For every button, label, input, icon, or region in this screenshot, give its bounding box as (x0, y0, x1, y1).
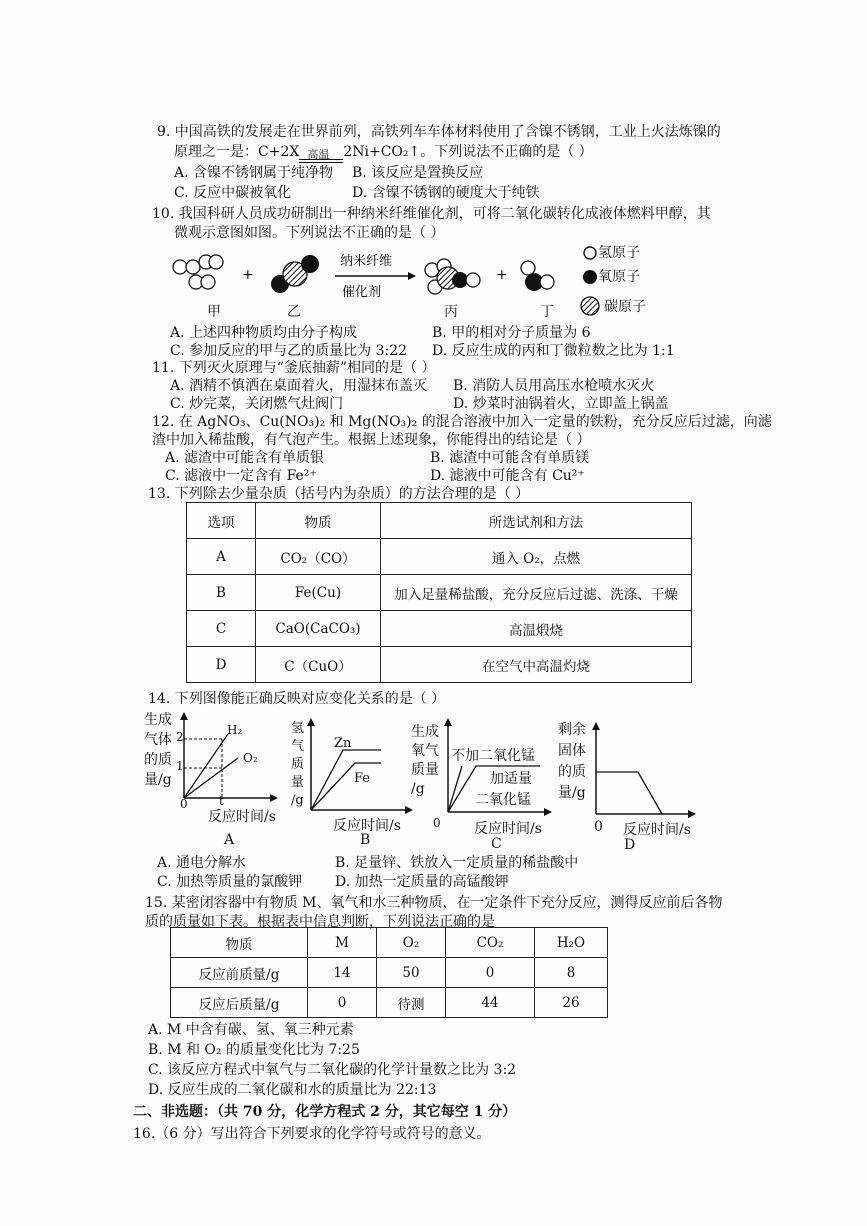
graph-b-fe-label: Fe (354, 771, 371, 786)
q9-stem-line1: 9. 中国高铁的发展走在世界前列，高铁列车车体材料使用了含镍不锈钢，工业上火法炼镍的 (157, 124, 721, 140)
q11-option-d: D. 炒菜时油锅着火，立即盖上锅盖 (453, 396, 669, 412)
q12-stem-line1: 12. 在 AgNO₃、Cu(NO₃)₂ 和 Mg(NO₃)₂ 的混合溶液中加入一定量的铁粉，充分反应后过滤，向滤 (152, 414, 772, 430)
table-cell: D (187, 647, 256, 683)
graph-c-label-mno2-line1: 加适量 (490, 771, 532, 787)
q11-option-a: A. 酒精不慎洒在桌面着火，用湿抹布盖灭 (170, 378, 428, 394)
q10-stem-line1: 10. 我国科研人员成功研制出一种纳米纤维催化剂，可将二氧化碳转化成液体燃料甲醇，其 (152, 206, 711, 222)
table-cell: 14 (308, 958, 377, 988)
graph-a-o2-label: O₂ (243, 751, 258, 765)
graph-d-ylabel: 剩余 固体 的质 量/g (558, 722, 586, 801)
plus-2: + (496, 267, 508, 283)
table-cell: 加入足量稀盐酸，充分反应后过滤、洗涤、干燥 (381, 575, 692, 611)
graph-a-tick-2: 2 (176, 730, 184, 744)
header-cell: CO₂ (446, 928, 535, 958)
q9-option-b: B. 该反应是置换反应 (352, 165, 484, 181)
ding-molecule (521, 261, 554, 291)
q16-stem: 16.（6 分）写出符合下列要求的化学符号或符号的意义。 (133, 1126, 491, 1142)
legend (581, 247, 599, 315)
table-cell: 待测 (377, 988, 446, 1018)
label-bing: 丙 (444, 304, 458, 320)
table-cell: 50 (377, 958, 446, 988)
q15-option-d: D. 反应生成的二氧化碳和水的质量比为 22:13 (148, 1082, 437, 1098)
table-row (187, 647, 692, 683)
graph-a-tick-0: 0 (180, 797, 188, 811)
graph-b-xlabel: 反应时间/s (333, 818, 401, 834)
q12-option-b: B. 滤渣中可能含有单质镁 (430, 450, 590, 466)
table-cell: 8 (535, 958, 608, 988)
table-cell: 反应后质量/g (171, 988, 308, 1018)
graph-d-letter: D (624, 837, 636, 853)
graph-c-letter: C (491, 836, 502, 852)
q9-equation-left: 原理之一是：C+2X (174, 144, 300, 160)
table-row (171, 958, 608, 988)
q12-option-c: C. 滤液中一定含有 Fe²⁺ (165, 468, 317, 484)
legend-o-label: 氧原子 (598, 269, 640, 285)
q14-option-c: C. 加热等质量的氯酸钾 (157, 874, 303, 890)
q14-option-a: A. 通电分解水 (157, 855, 247, 871)
table-cell: 0 (308, 988, 377, 1018)
table-cell: 通入 O₂，点燃 (381, 539, 692, 575)
q10-stem-line2: 微观示意图如图。下列说法不正确的是（ ） (174, 225, 445, 241)
q14-option-b: B. 足量锌、铁放入一定质量的稀盐酸中 (335, 855, 579, 871)
graph-b-zn-label: Zn (334, 736, 352, 751)
table-cell: 高温煅烧 (381, 611, 692, 647)
graph-c-ylabel: 生成 氧气 质量 /g (411, 724, 439, 797)
q9-equation-right: 2Ni+CO₂↑。下列说法不正确的是（ ） (343, 144, 593, 160)
table-cell: B (187, 575, 256, 611)
table-cell: C（CuO） (256, 647, 381, 683)
table-cell: 反应前质量/g (171, 958, 308, 988)
header-cell: O₂ (377, 928, 446, 958)
arrow-label-top: 纳米纤维 (340, 254, 393, 269)
table-cell: 44 (446, 988, 535, 1018)
table-cell: CaO(CaCO₃) (256, 611, 381, 647)
q9-option-a: A. 含镍不锈钢属于纯净物 (174, 165, 334, 181)
graph-c-label-mno2-line2: 二氧化锰 (475, 792, 531, 808)
bing-molecule (425, 259, 480, 294)
plus-1: + (242, 267, 254, 283)
q11-option-c: C. 炒完菜，关闭燃气灶阀门 (170, 396, 344, 412)
q12-option-a: A. 滤渣中可能含有单质银 (165, 450, 325, 466)
q15-stem-line2: 质的质量如下表。根据表中信息判断，下列说法正确的是 (145, 914, 495, 930)
q9-reaction-condition: 高温 (307, 148, 330, 161)
table-cell: Fe(Cu) (256, 575, 381, 611)
graph-b-plot (305, 718, 415, 818)
table-row (187, 539, 692, 575)
q15-table (170, 927, 608, 1018)
q15-option-c: C. 该反应方程式中氧气与二氧化碳的化学计量数之比为 3:2 (148, 1062, 517, 1078)
table-cell: 在空气中高温灼烧 (381, 647, 692, 683)
table-cell: 26 (535, 988, 608, 1018)
q15-option-b: B. M 和 O₂ 的质量变化比为 7:25 (148, 1042, 360, 1058)
table-row (171, 988, 608, 1018)
table-cell: CO₂（CO） (256, 539, 381, 575)
table-header-row (171, 928, 608, 958)
header-cell: H₂O (535, 928, 608, 958)
q15-option-a: A. M 中含有碳、氢、氧三种元素 (148, 1022, 354, 1038)
q11-stem: 11. 下列灭火原理与“釜底抽薪”相同的是（ ） (152, 360, 436, 376)
graph-a-h2-label: H₂ (227, 723, 243, 737)
q13-table (186, 502, 692, 683)
graph-d-origin: 0 (594, 819, 603, 835)
graph-d-xlabel: 反应时间/s (623, 822, 691, 838)
q10-option-c: C. 参加反应的甲与乙的质量比为 3:22 (170, 343, 408, 359)
q9-option-d: D. 含镍不锈钢的硬度大于纯铁 (352, 185, 540, 201)
q12-stem-line2: 渣中加入稀盐酸，有气泡产生。根据上述现象，你能得出的结论是（ ） (152, 432, 591, 448)
table-cell: C (187, 611, 256, 647)
graph-a-xlabel: 反应时间/s (208, 809, 276, 825)
q13-stem: 13. 下列除去少量杂质（括号内为杂质）的方法合理的是（ ） (148, 486, 530, 502)
q12-option-d: D. 滤液中可能含有 Cu²⁺ (430, 468, 585, 484)
table-row (187, 611, 692, 647)
q10-option-b: B. 甲的相对分子质量为 6 (432, 325, 591, 341)
legend-h-label: 氢原子 (598, 245, 640, 261)
table-cell: A (187, 539, 256, 575)
graph-a-tick-t: t (219, 794, 224, 808)
q11-option-b: B. 消防人员用高压水枪喷水灭火 (453, 378, 655, 394)
header-cell: M (308, 928, 377, 958)
graph-b-letter: B (360, 832, 371, 848)
section-2-heading: 二、非选题：（共 70 分，化学方程式 2 分，其它每空 1 分） (133, 1104, 517, 1120)
graph-a-ylabel: 生成 气体 的质 量/g (144, 712, 172, 788)
table-header-row (187, 503, 692, 539)
legend-c-label: 碳原子 (604, 299, 646, 315)
arrow-label-bottom: 催化剂 (342, 285, 382, 300)
yi-molecule (271, 255, 319, 293)
graph-c-origin: 0 (433, 816, 441, 830)
q10-option-d: D. 反应生成的丙和丁微粒数之比为 1:1 (432, 343, 675, 359)
header-cell: 物质 (256, 503, 381, 539)
table-cell: 0 (446, 958, 535, 988)
label-yi: 乙 (287, 304, 301, 320)
q9-option-c: C. 反应中碳被氧化 (174, 185, 292, 201)
graph-a-tick-1: 1 (176, 759, 184, 773)
graph-d-plot (592, 722, 702, 822)
label-jia: 甲 (207, 304, 221, 320)
graph-b-ylabel: 氢 气 质 量 /g (291, 721, 305, 808)
table-row (187, 575, 692, 611)
q9-stem-line2 (174, 142, 593, 162)
q14-stem: 14. 下列图像能正确反映对应变化关系的是（ ） (148, 691, 446, 707)
q14-option-d: D. 加热一定质量的高锰酸钾 (335, 874, 509, 890)
header-cell: 物质 (171, 928, 308, 958)
graph-c-xlabel: 反应时间/s (474, 821, 542, 837)
header-cell: 所选试剂和方法 (381, 503, 692, 539)
graph-c-label-no-mno2: 不加二氧化锰 (451, 748, 535, 764)
header-cell: 选项 (187, 503, 256, 539)
q10-option-a: A. 上述四种物质均由分子构成 (170, 325, 358, 341)
jia-molecules (173, 255, 223, 289)
graph-a-letter: A (224, 832, 235, 848)
label-ding: 丁 (540, 304, 554, 320)
q15-stem-line1: 15. 某密闭容器中有物质 M、氧气和水三种物质，在一定条件下充分反应，测得反应前后各物 (145, 895, 723, 911)
